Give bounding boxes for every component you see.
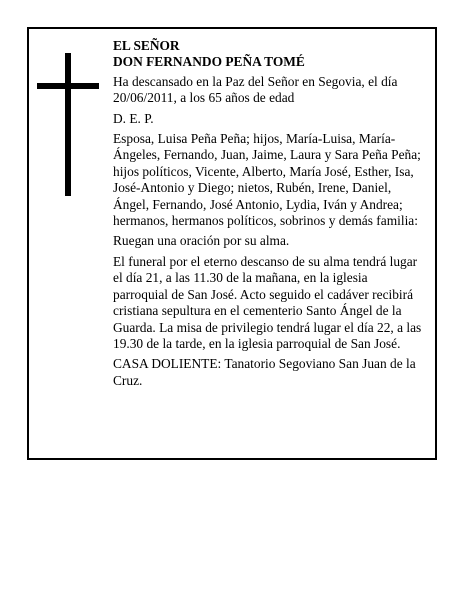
deceased-name: DON FERNANDO PEÑA TOMÉ xyxy=(113,54,305,70)
cross-icon xyxy=(37,53,99,196)
funeral-details: El funeral por el eterno descanso de su alma tendrá lugar el día 21, a las 11.30 de la mañana, en la iglesia parroquial de San José. Acto seguido el cadáver recibirá cristiana sepultura en el cementerio Santo Ángel de la Guarda. La misa de privilegio tendrá lugar el día 22, a las 19.30 de la tarde, en la iglesia parroquial de San José. xyxy=(113,253,422,351)
prayer-request: Ruegan una oración por su alma. xyxy=(113,233,290,249)
cross-horizontal-beam xyxy=(37,83,99,89)
obituary-text xyxy=(113,38,425,393)
dep-line: D. E. P. xyxy=(113,110,154,126)
death-announcement: Ha descansado en la Paz del Señor en Segovia, el día 20/06/2011, a los 65 años de edad xyxy=(113,73,398,106)
mourning-house: CASA DOLIENTE: Tanatorio Segoviano San Juan de la Cruz. xyxy=(113,356,416,388)
family-list: Esposa, Luisa Peña Peña; hijos, María-Luisa, María-Ángeles, Fernando, Juan, Jaime, Laura y Sara Peña Peña; hijos políticos, Vicente, Alberto, María José, Esther, Isa, José-Antonio y Diego; nietos, Rubén, Irene, Daniel, Ángel, Fernando, José Antonio, Lydia, Iván y Andrea; hermanos, hermanos políticos, sobrinos y demás familia: xyxy=(113,131,421,229)
heading-title: EL SEÑOR xyxy=(113,38,180,53)
cross-vertical-beam xyxy=(65,53,71,196)
